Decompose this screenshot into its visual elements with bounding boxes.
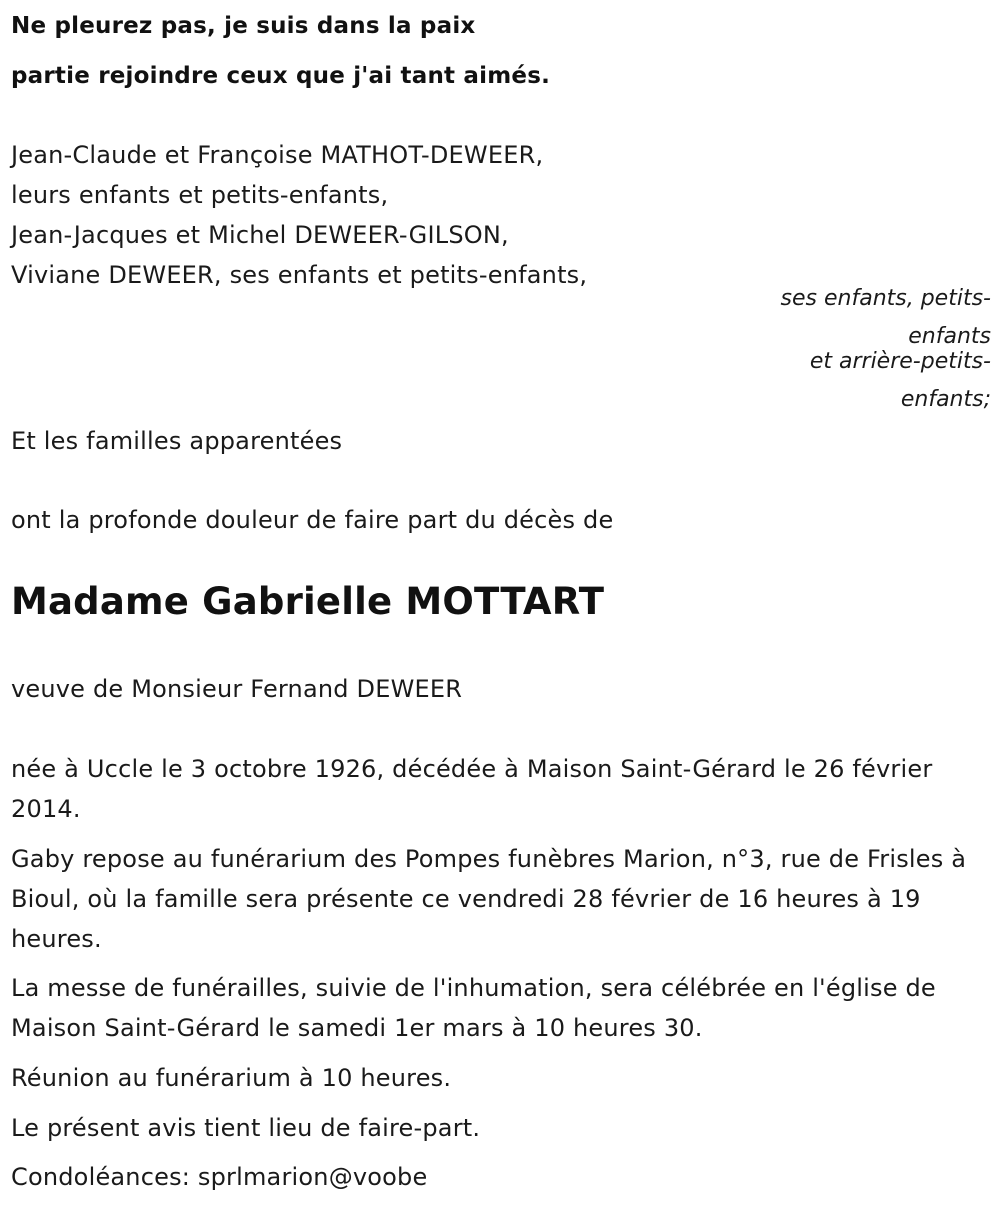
condolences-paragraph: Condoléances: sprlmarion@voobe <box>11 1163 428 1191</box>
deceased-name: Madame Gabrielle MOTTART <box>11 580 605 623</box>
funeral-paragraph: La messe de funérailles, suivie de l'inhumation, sera célébrée en l'église de Maison Saint-Gérard le samedi 1er mars à 10 heures 30. <box>11 974 936 1042</box>
notice-paragraph: Le présent avis tient lieu de faire-part. <box>11 1114 481 1142</box>
family-relatives: Et les familles apparentées <box>11 427 343 455</box>
visitation-paragraph: Gaby repose au funérarium des Pompes funèbres Marion, n°3, rue de Frisles à Bioul, où la famille sera présente ce vendredi 28 février de 16 heures à 19 heures. <box>11 845 967 953</box>
family-line-3: Jean-Jacques et Michel DEWEER-GILSON, <box>11 221 509 249</box>
family-line-1: Jean-Claude et Françoise MATHOT-DEWEER, <box>11 141 544 169</box>
meeting-paragraph: Réunion au funérarium à 10 heures. <box>11 1064 452 1092</box>
epitaph-line-2: partie rejoindre ceux que j'ai tant aimés. <box>11 63 551 89</box>
family-aside-line-1: ses enfants, petits- <box>780 286 991 311</box>
family-aside-line-3: et arrière-petits- <box>809 349 991 374</box>
family-line-4: Viviane DEWEER, ses enfants et petits-enfants, <box>11 261 588 289</box>
announcement-text: ont la profonde douleur de faire part du décès de <box>11 506 614 534</box>
epitaph-line-1: Ne pleurez pas, je suis dans la paix <box>11 13 476 39</box>
family-aside-line-4: enfants; <box>900 387 991 412</box>
birth-death-paragraph: née à Uccle le 3 octobre 1926, décédée à Maison Saint-Gérard le 26 février 2014. <box>11 755 933 823</box>
family-line-2: leurs enfants et petits-enfants, <box>11 181 389 209</box>
family-aside-line-2: enfants <box>908 324 991 349</box>
widow-of-text: veuve de Monsieur Fernand DEWEER <box>11 675 463 703</box>
